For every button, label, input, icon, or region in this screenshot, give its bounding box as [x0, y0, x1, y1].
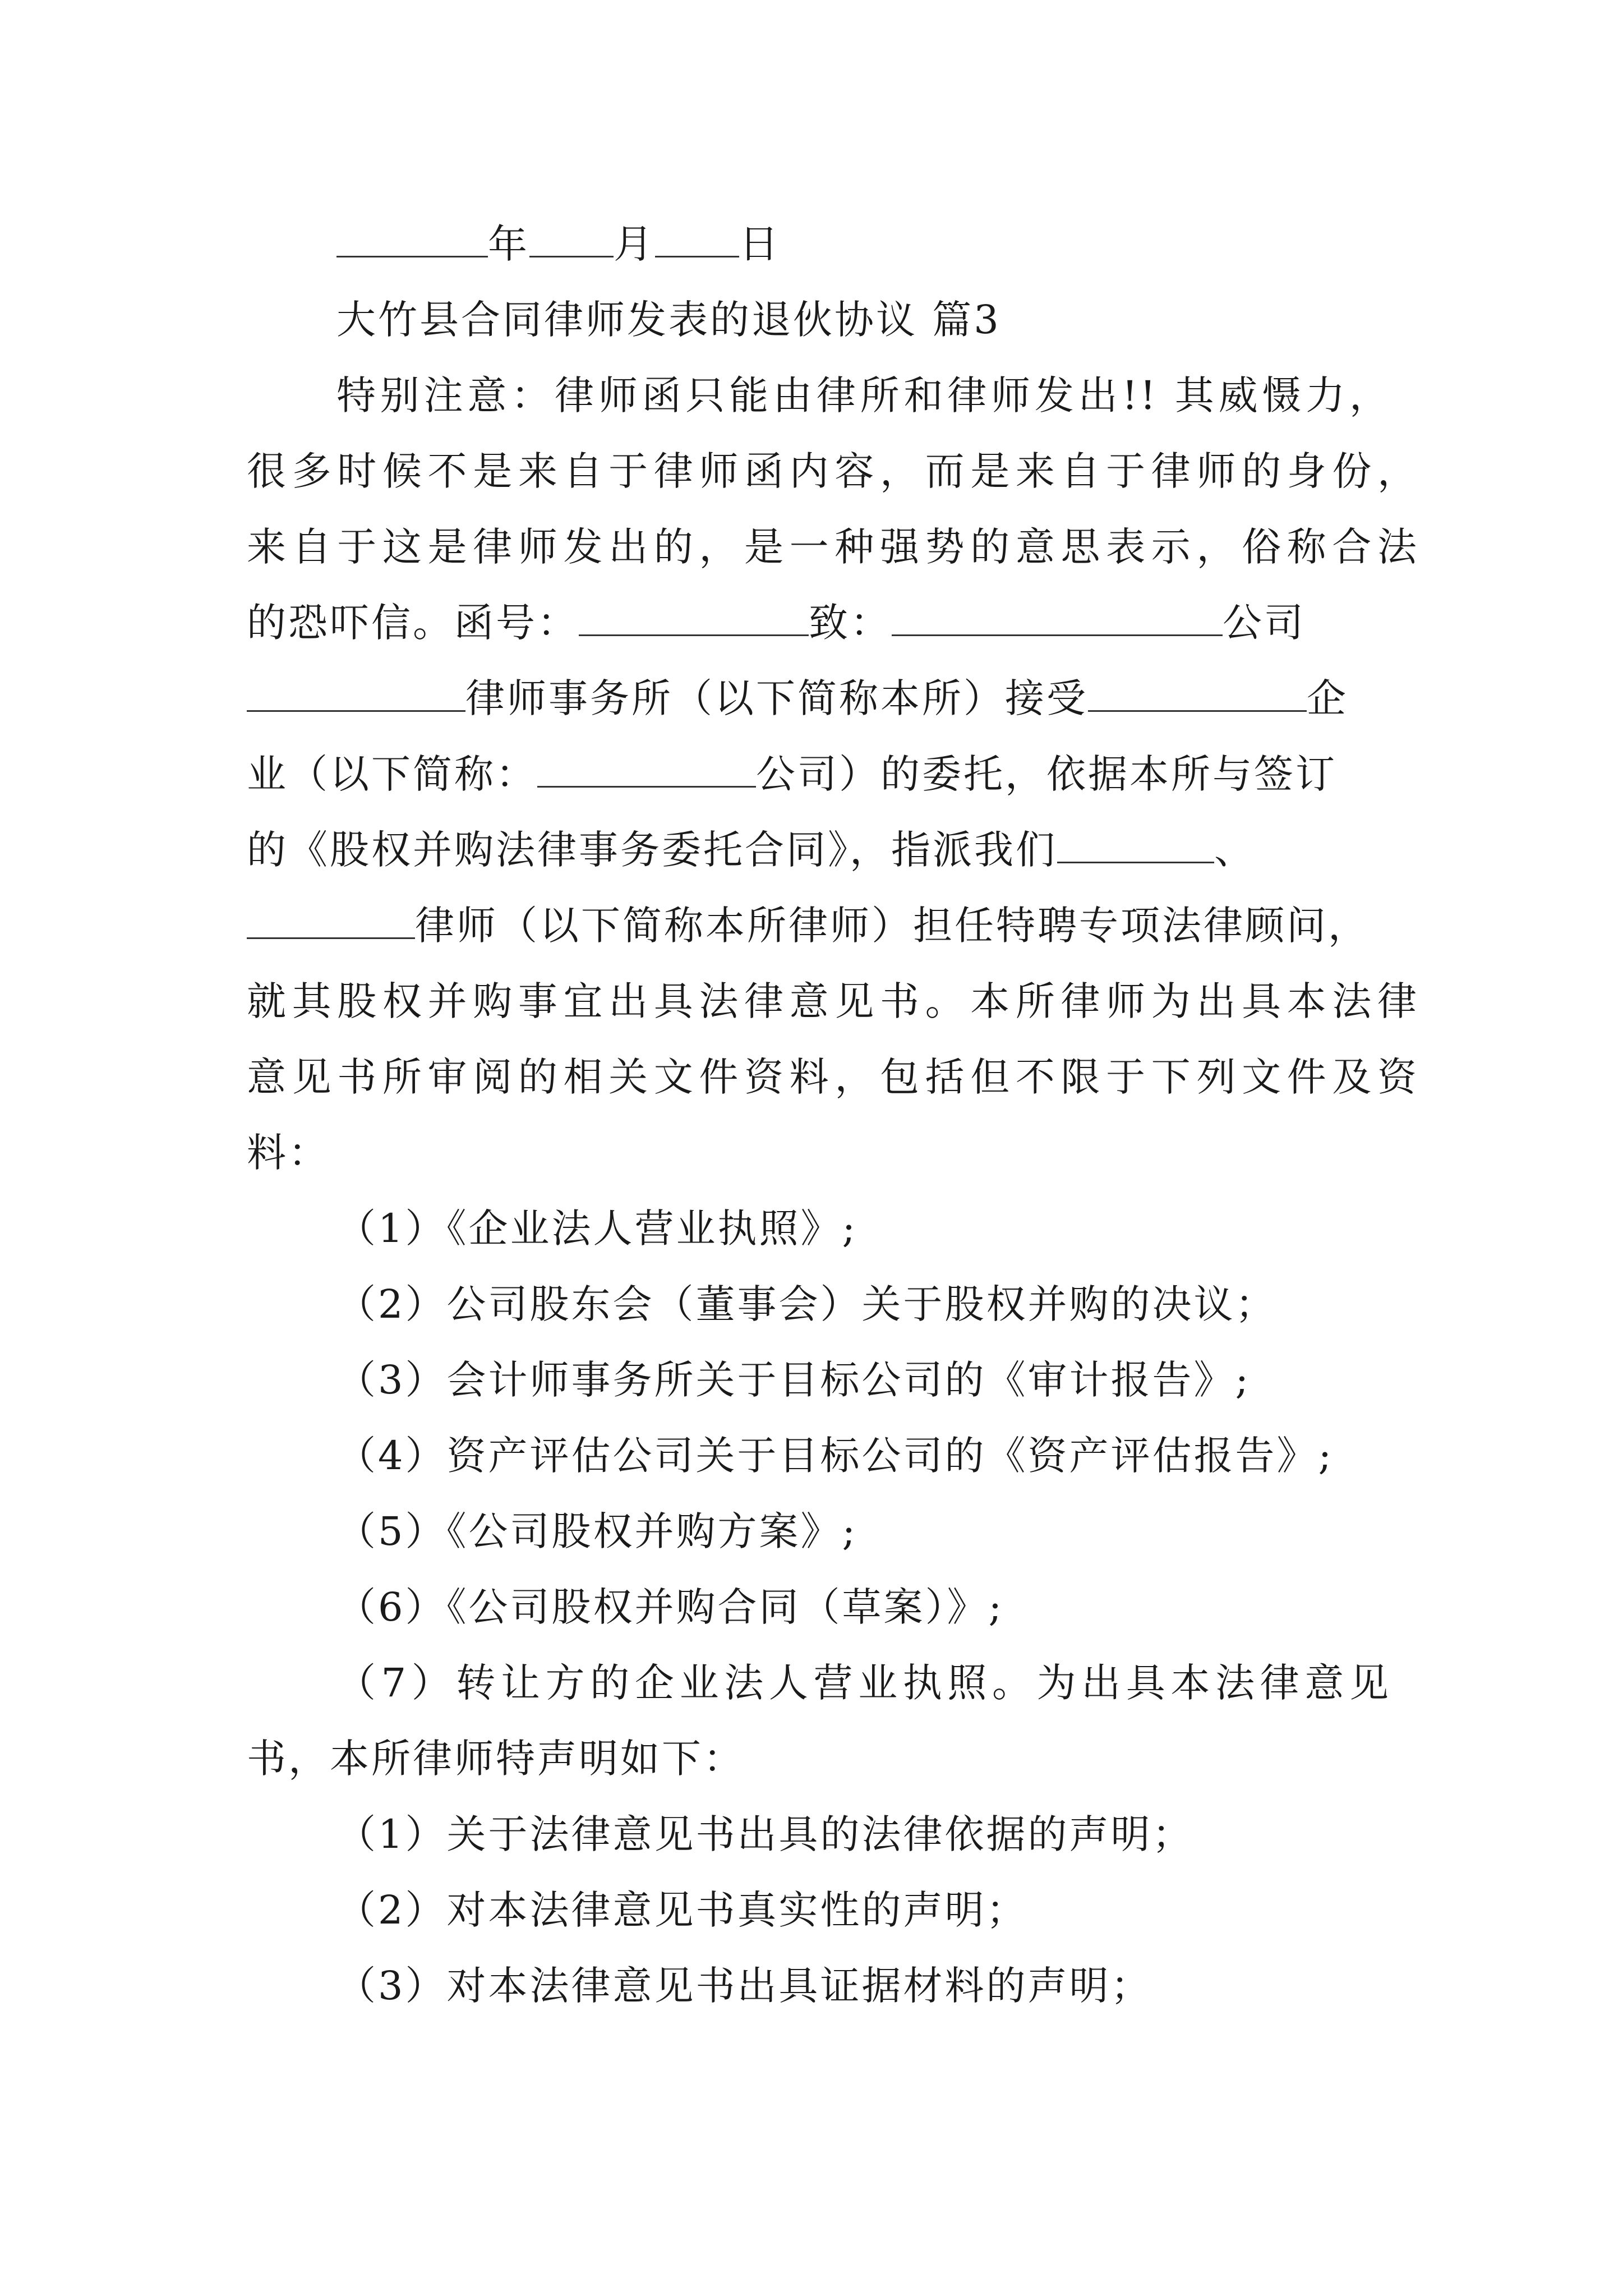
paragraph-line-8	[247, 898, 1419, 954]
day-blank[interactable]	[655, 217, 739, 257]
month-blank[interactable]	[529, 217, 614, 257]
law-firm-text: 律师事务所（以下简称本所）接受	[465, 675, 1088, 721]
declaration-item-1: （1）关于法律意见书出具的法律依据的声明；	[336, 1811, 1194, 1857]
paragraph-line-2: 很多时候不是来自于律师函内容，而是来自于律师的身份，	[247, 448, 1419, 494]
document-item-3: （3）会计师事务所关于目标公司的《审计报告》;	[336, 1357, 1251, 1403]
paragraph-line-7	[247, 822, 1419, 878]
paragraph-line-9: 就其股权并购事宜出具法律意见书。本所律师为出具本法律	[247, 978, 1419, 1024]
contract-text: 的《股权并购法律事务委托合同》，指派我们	[247, 827, 1057, 873]
paragraph-line-5	[247, 670, 1419, 726]
entrust-text: 公司）的委托，依据本所与签订	[756, 751, 1337, 797]
paragraph-line-3: 来自于这是律师发出的，是一种强势的意思表示，俗称合法	[247, 524, 1419, 570]
document-item-6: （6）《公司股权并购合同（草案）》;	[336, 1584, 1004, 1630]
paragraph-line-1: 特别注意：律师函只能由律所和律师发出!! 其威慑力，	[336, 372, 1391, 418]
month-label: 月	[614, 221, 655, 267]
document-item-2: （2）公司股东会（董事会）关于股权并购的决议；	[336, 1281, 1277, 1327]
date-line	[336, 216, 1509, 272]
day-label: 日	[739, 221, 781, 267]
lawyer-2-blank[interactable]	[247, 898, 415, 939]
paragraph-line-10: 意见书所审阅的相关文件资料，包括但不限于下列文件及资	[247, 1054, 1419, 1100]
document-item-4: （4）资产评估公司关于目标公司的《资产评估报告》;	[336, 1433, 1334, 1479]
year-label: 年	[488, 221, 529, 267]
paragraph-line-4	[247, 595, 1419, 651]
law-firm-blank[interactable]	[247, 671, 465, 712]
document-item-7-line-2: 书，本所律师特声明如下：	[247, 1736, 745, 1782]
declaration-item-3: （3）对本法律意见书出具证据材料的声明；	[336, 1963, 1152, 2009]
section-heading: 大竹县合同律师发表的退伙协议 篇3	[336, 297, 1001, 343]
recipient-label: 致：	[809, 600, 892, 646]
lawyer-role-text: 律师（以下简称本所律师）担任特聘专项法律顾问，	[415, 903, 1370, 949]
document-item-7-line-1: （7）转让方的企业法人营业执照。为出具本法律意见	[336, 1660, 1391, 1706]
separator-comma: 、	[1214, 827, 1256, 873]
client-blank[interactable]	[1088, 671, 1307, 712]
company-label: 公司	[1223, 600, 1306, 646]
year-blank[interactable]	[336, 217, 488, 257]
paragraph-line-11: 料：	[247, 1130, 330, 1176]
document-item-1: （1）《企业法人营业执照》;	[336, 1205, 858, 1251]
declaration-item-2: （2）对本法律意见书真实性的声明；	[336, 1887, 1028, 1933]
paragraph-line-6	[247, 746, 1419, 802]
short-name-label: 业（以下简称：	[247, 751, 537, 797]
letter-number-blank[interactable]	[579, 595, 809, 636]
document-item-5: （5）《公司股权并购方案》;	[336, 1508, 858, 1554]
letter-number-label: 的恐吓信。函号：	[247, 600, 579, 646]
recipient-blank[interactable]	[892, 595, 1223, 636]
short-name-blank[interactable]	[537, 747, 756, 788]
enterprise-text: 企	[1307, 675, 1348, 721]
lawyer-1-blank[interactable]	[1057, 822, 1214, 863]
